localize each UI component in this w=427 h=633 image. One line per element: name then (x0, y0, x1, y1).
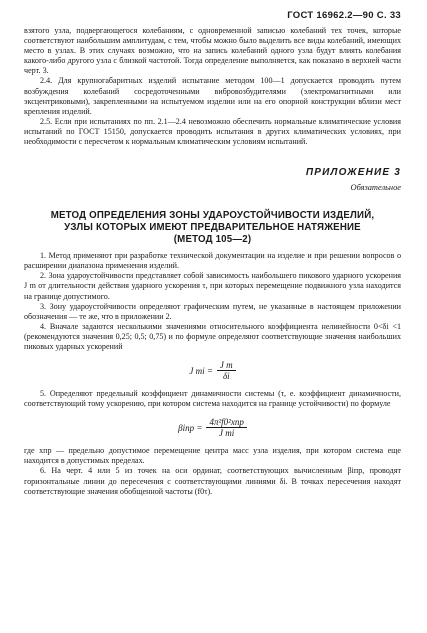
section-title (24, 210, 401, 246)
formula-2-fraction (206, 417, 246, 438)
formula-1 (24, 360, 401, 381)
paragraph-6: 6. На черт. 4 или 5 из точек на оси ординат, соответствующих вычисленным βiпр, проводят горизонтальные линии до пересечения с соответствующими линиями δi. В точках пересечения находят соответствующие значения обобщенной частоты (f0τ). (24, 466, 401, 496)
paragraph-2-5: 2.5. Если при испытаниях по пп. 2.1—2.4 невозможно обеспечить нормальные климатические условия испытаний по ГОСТ 15150, допускается проводить испытания в других климатических условиях, при необходимости с пересчетом к нормальным климатическим условиям испытаний. (24, 116, 401, 147)
paragraph-4: 4. Вначале задаются несколькими значениями относительного коэффициента нелинейности 0<δi <1 (рекомендуются значения 0,25; 0,5; 0,75) и по формуле определяют соответствующие значения наибольших пиковых ударных ускорений (24, 321, 401, 351)
section-title-line-1: МЕТОД ОПРЕДЕЛЕНИЯ ЗОНЫ УДАРОУСТОЙЧИВОСТИ ИЗДЕЛИЙ, (50, 210, 375, 222)
paragraph-definition: где xпр — предельно допустимое перемещение центра масс узла изделия, при котором система еще находится в допустимых пределах. (24, 446, 401, 466)
formula-1-lhs: J mi = (189, 365, 213, 376)
appendix-heading (24, 167, 401, 192)
formula-1-fraction (217, 360, 236, 381)
section-title-line-3: (МЕТОД 105—2) (173, 234, 252, 246)
appendix-title: ПРИЛОЖЕНИЕ 3 (305, 167, 401, 179)
paragraph-1: 1. Метод применяют при разработке технической документации на изделие и при решении вопросов о расширении диапазона применения изделий. (24, 251, 401, 271)
section-title-line-2: УЗЛЫ КОТОРЫХ ИМЕЮТ ПРЕДВАРИТЕЛЬНОЕ НАТЯЖЕНИЕ (64, 222, 361, 234)
paragraph-intro: взятого узла, подвергающегося колебаниям, с одновременной записью колебаний тех точек, которые соответствуют наибольшим амплитудам, с тем, чтобы можно было выделить все виды колебаний, имеющих место в узлах. В этих случаях возможно, что на запись колебаний одного узла будут влиять колебания какого-либо другого узла с близкой частотой. Тогда определение выполняется, как показано в верхней части черт. 3. (24, 26, 401, 76)
formula-2-numerator: 4π²f0²xпр (206, 417, 246, 428)
paragraph-2: 2. Зона удароустойчивости представляет собой зависимость наибольшего пикового ударного ускорения J m от длительности действия ударного ускорения τ, при которых перемещение подвижного узла находится на границе допустимого. (24, 271, 401, 301)
formula-2 (24, 417, 401, 438)
formula-2-denominator: J mi (219, 428, 235, 439)
paragraph-3: 3. Зону удароустойчивости определяют графическим путем, не указанные в настоящем приложении обозначения — те же, что в приложении 2. (24, 301, 401, 321)
formula-2-lhs: βiпр = (178, 422, 203, 433)
paragraph-2-4: 2.4. Для крупногабаритных изделий испытание методом 100—1 допускается проводить путем возбуждения колебаний сосредоточенными вибровозбудителями (электромагнитными или эксцентриковыми), закрепленными на испытуемом изделии или на его опорной конструкции вблизи мест крепления изделий. (24, 76, 401, 116)
appendix-status: Обязательное (350, 183, 401, 193)
page-header: ГОСТ 16962.2—90 С. 33 (287, 10, 401, 21)
formula-1-denominator: δi (222, 371, 230, 382)
paragraph-5: 5. Определяют предельный коэффициент динамичности системы (τ, е. коэффициент динамичности, соответствующий тому ускорению, при котором система находится на границе устойчивости) по формуле (24, 389, 401, 409)
formula-1-numerator: J m (217, 360, 236, 371)
